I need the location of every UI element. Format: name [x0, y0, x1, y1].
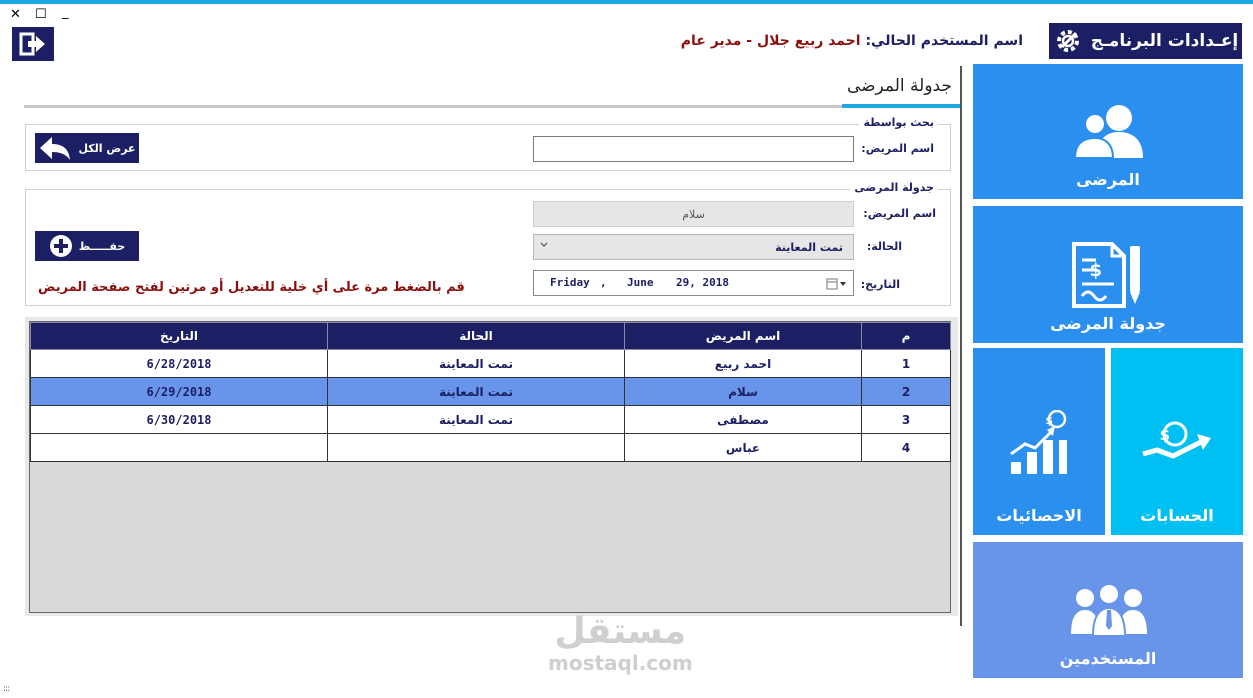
show-all-button[interactable]	[35, 133, 139, 163]
watermark	[548, 612, 693, 674]
schedule-patient-label: اسم المريض:	[863, 207, 936, 220]
close-icon[interactable]: ✕	[10, 7, 21, 22]
maximize-icon[interactable]: ☐	[35, 7, 47, 22]
tile-schedule-label: جدولة المرضى	[1050, 314, 1166, 333]
tile-patients[interactable]	[973, 64, 1243, 199]
tile-users[interactable]	[973, 542, 1243, 678]
tile-statistics-label: الاحصائيات	[996, 506, 1082, 525]
save-button[interactable]	[35, 231, 139, 261]
search-patient-label: اسم المريض:	[861, 142, 934, 155]
tile-accounts[interactable]	[1111, 348, 1243, 535]
minimize-icon[interactable]: _	[62, 5, 69, 20]
cell-number[interactable]: 1	[862, 350, 951, 378]
cell-number[interactable]: 3	[862, 406, 951, 434]
invoice-pen-icon	[1068, 240, 1148, 310]
date-label: التاريخ:	[860, 278, 900, 291]
status-dropdown-value: تمت المعاينة	[775, 240, 843, 254]
gear-wrench-icon	[1053, 26, 1083, 56]
column-header-number[interactable]: م	[862, 323, 951, 350]
date-separator: ,	[600, 276, 607, 289]
cell-date[interactable]	[31, 434, 328, 462]
content-separator	[960, 66, 962, 626]
title-underline-accent	[842, 104, 960, 108]
cell-patient-name[interactable]: عباس	[625, 434, 862, 462]
patients-group-icon	[1073, 102, 1145, 158]
schedule-patient-field[interactable]: سلام	[533, 201, 854, 227]
grid-container	[25, 317, 958, 616]
svg-text:$: $	[1045, 414, 1053, 427]
cell-patient-name[interactable]: مصطفى	[625, 406, 862, 434]
tile-schedule[interactable]	[973, 206, 1243, 343]
date-picker[interactable]	[533, 270, 854, 296]
date-month: June	[627, 276, 654, 289]
column-header-patient-name[interactable]: اسم المريض	[625, 323, 862, 350]
status-label: الحالة:	[866, 240, 902, 253]
cell-number[interactable]: 2	[862, 378, 951, 406]
tile-users-label: المستخدمين	[1059, 649, 1157, 668]
program-settings-label: إعـدادات البرنامـج	[1090, 31, 1239, 51]
tile-statistics[interactable]	[973, 348, 1105, 535]
cell-number[interactable]: 4	[862, 434, 951, 462]
add-circle-icon	[49, 234, 73, 258]
svg-text:$: $	[1159, 426, 1170, 444]
logout-icon	[19, 32, 47, 56]
watermark-arabic: مستقل	[554, 611, 687, 652]
date-day-year: 29, 2018	[676, 276, 729, 289]
search-group-legend: بحث بواسطة	[859, 116, 938, 129]
calendar-dropdown-icon[interactable]	[826, 277, 848, 291]
watermark-latin: mostaql.com	[548, 651, 693, 675]
cell-date[interactable]: 6/29/2018	[31, 378, 328, 406]
cell-status[interactable]: تمت المعاينة	[328, 378, 625, 406]
logout-button[interactable]	[12, 27, 54, 61]
column-header-status[interactable]: الحالة	[328, 323, 625, 350]
save-label: حفـــــظ	[78, 239, 126, 253]
table-header-row	[31, 323, 951, 350]
back-arrow-icon	[38, 135, 72, 161]
cell-patient-name[interactable]: سلام	[625, 378, 862, 406]
window-top-accent	[0, 0, 1253, 4]
chevron-down-icon	[540, 241, 548, 249]
column-header-date[interactable]: التاريخ	[31, 323, 328, 350]
table-row[interactable]	[31, 350, 951, 378]
current-user-value: احمد ربيع جلال - مدير عام	[680, 33, 861, 49]
table-row[interactable]	[31, 434, 951, 462]
patients-grid[interactable]	[29, 321, 951, 613]
date-weekday: Friday	[550, 276, 590, 289]
program-settings-button[interactable]	[1049, 23, 1242, 59]
table-row-selected[interactable]	[31, 378, 951, 406]
tile-patients-label: المرضى	[1076, 170, 1140, 189]
patients-table	[30, 322, 951, 462]
cell-status[interactable]: تمت المعاينة	[328, 406, 625, 434]
current-user-line	[681, 33, 1023, 49]
svg-text:$: $	[1089, 260, 1102, 281]
page-title: جدولة المرضى	[846, 76, 952, 96]
current-user-label: اسم المستخدم الحالي:	[865, 33, 1023, 49]
cell-patient-name[interactable]: احمد ربيع	[625, 350, 862, 378]
table-row[interactable]	[31, 406, 951, 434]
status-dropdown[interactable]	[533, 234, 854, 260]
resize-grip-icon[interactable]: :::	[3, 684, 10, 694]
show-all-label: عرض الكل	[78, 141, 136, 155]
tile-accounts-label: الحسابات	[1140, 506, 1214, 525]
money-hand-icon	[1139, 420, 1215, 464]
cell-date[interactable]: 6/30/2018	[31, 406, 328, 434]
team-users-icon	[1071, 582, 1147, 638]
search-patient-input[interactable]	[533, 136, 854, 162]
cell-status[interactable]: تمت المعاينة	[328, 350, 625, 378]
cell-date[interactable]: 6/28/2018	[31, 350, 328, 378]
cell-status[interactable]	[328, 434, 625, 462]
hint-text: قم بالضغط مرة على أي خلية للتعديل أو مرتين لفتح صفحة المريض	[38, 280, 465, 295]
growth-chart-icon	[1007, 410, 1069, 476]
title-underline	[24, 105, 960, 108]
schedule-group-legend: جدولة المرضى	[850, 181, 938, 194]
